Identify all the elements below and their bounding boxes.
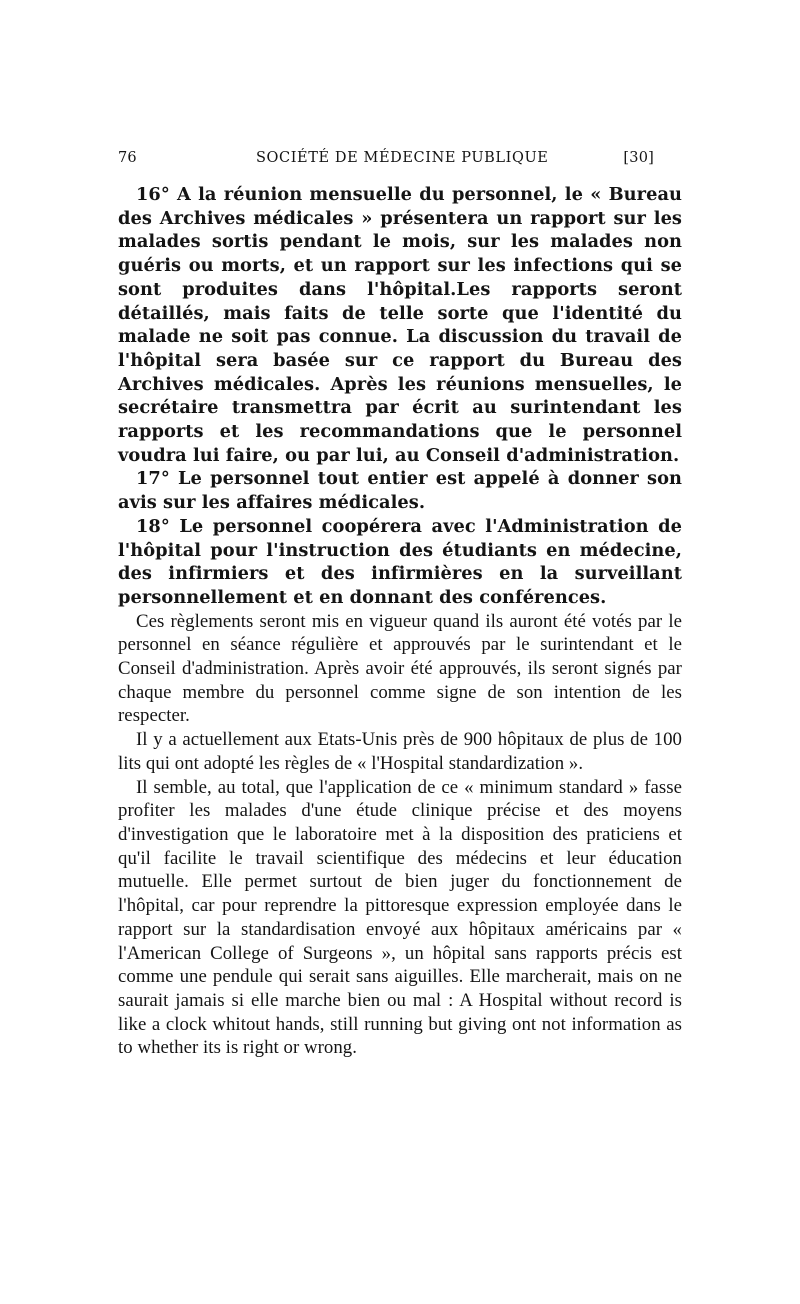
paragraph-regulations: Ces règlements seront mis en vigueur quand ils auront été votés par le personnel en séance régulière et approuvés par le surintendant et le Conseil d'administration. Après avoir été approuvés, ils seront signés par chaque membre du personnel comme signe de son intention de les respecter. (118, 610, 682, 727)
paragraph-rule-17: 17° Le personnel tout entier est appelé à donner son avis sur les affaires médicales. (118, 468, 682, 514)
body-text (118, 183, 682, 1060)
section-reference: [30] (623, 150, 654, 166)
paragraph-rule-16: 16° A la réunion mensuelle du personnel, le « Bureau des Archives médicales » présentera un rapport sur les malades sortis pendant le mois, sur les malades non guéris ou morts, et un rapport sur les infections qui se sont produites dans l'hôpital.Les rapports seront détaillés, mais faits de telle sorte que l'identité du malade ne soit pas connue. La discussion du travail de l'hôpital sera basée sur ce rapport du Bureau des Archives médicales. Après les réunions mensuelles, le secrétaire transmettra par écrit au surintendant les rapports et les recommandations que le personnel voudra lui faire, ou par lui, au Conseil d'administration. (118, 184, 682, 466)
paragraph-rule-18: 18° Le personnel coopérera avec l'Administration de l'hôpital pour l'instruction des étudiants en médecine, des infirmiers et des infirmières en la surveillant personnellement et en donnant des conférences. (118, 515, 682, 608)
paragraph-hospitals-count: Il y a actuellement aux Etats-Unis près de 900 hôpitaux de plus de 100 lits qui ont adopté les règles de « l'Hospital standardization ». (118, 729, 682, 774)
running-title: SOCIÉTÉ DE MÉDECINE PUBLIQUE (256, 150, 549, 166)
paragraph-conclusion: Il semble, au total, que l'application de ce « minimum standard » fasse profiter les malades d'une étude clinique précise et des moyens d'investigation que le laboratoire met à la disposition des praticiens et qu'il facilite le travail scientifique des médecins et leur éducation mutuelle. Elle permet surtout de bien juger du fonctionnement de l'hôpital, car pour reprendre la pittoresque expression employée dans le rapport sur la standardisation envoyé aux hôpitaux américains par « l'American College of Surgeons », un hôpital sans rapports précis est comme une pendule qui serait sans aiguilles. Elle marcherait, mais on ne saurait jamais si elle marche bien ou mal : A Hospital without record is like a clock whitout hands, still running but giving ont not information as to whether its is right or wrong. (118, 776, 682, 1059)
page-number: 76 (118, 150, 137, 166)
running-head (118, 150, 654, 174)
